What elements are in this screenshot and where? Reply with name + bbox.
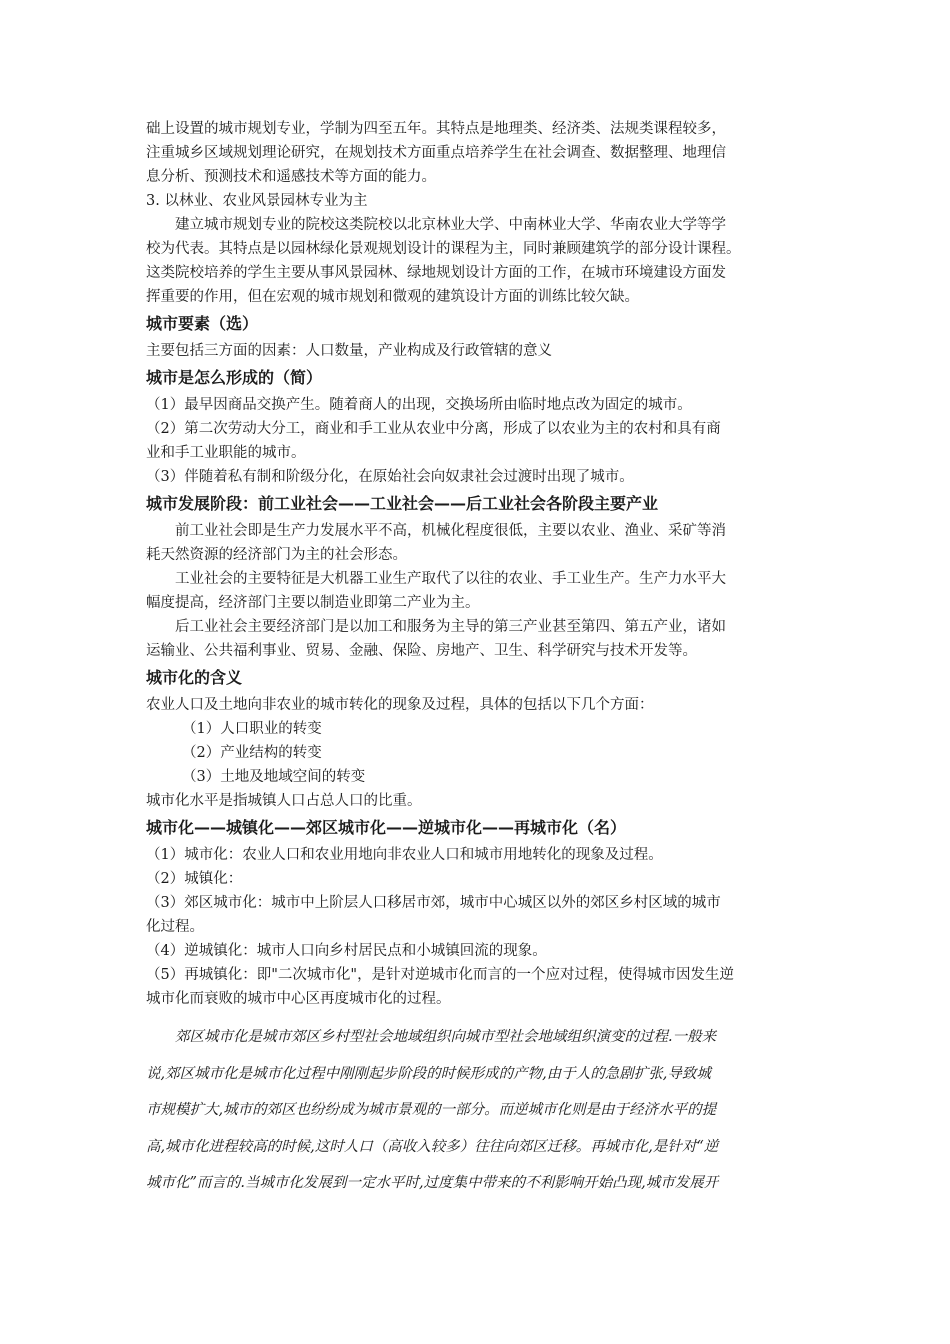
stages-line: 幅度提高，经济部门主要以制造业即第二产业为主。 (146, 595, 480, 611)
forestry-line: 建立城市规划专业的院校这类院校以北京林业大学、中南林业大学、华南农业大学等学 (175, 217, 726, 233)
stages-line: 耗天然资源的经济部门为主的社会形态。 (146, 547, 407, 563)
stages-line: 后工业社会主要经济部门是以加工和服务为主导的第三产业甚至第四、第五产业，诸如 (175, 619, 726, 635)
formation-line: （3）伴随着私有制和阶级分化，在原始社会向奴隶社会过渡时出现了城市。 (146, 469, 634, 485)
formation-line: （2）第二次劳动大分工，商业和手工业从农业中分离，形成了以农业为主的农村和具有商 (146, 421, 721, 437)
urbanization-item: （1）人口职业的转变 (182, 721, 322, 737)
cycle-line: （3）郊区城市化：城市中上阶层人口移居市郊，城市中心城区以外的郊区乡村区域的城市 (146, 895, 721, 911)
forestry-line: 挥重要的作用，但在宏观的城市规划和微观的建筑设计方面的训练比较欠缺。 (146, 289, 639, 305)
cycle-line: 城市化而衰败的城市中心区再度城市化的过程。 (146, 991, 451, 1007)
italic-line: 高,城市化进程较高的时候,这时人口（高收入较多）往往向郊区迁移。再城市化,是针对“逆 (146, 1138, 719, 1155)
italic-line: 说,郊区城市化是城市化过程中刚刚起步阶段的时候形成的产物,由于人的急剧扩张,导致城 (146, 1065, 711, 1082)
forestry-heading: 3. 以林业、农业风景园林专业为主 (146, 193, 368, 209)
urbanization-item: （3）土地及地域空间的转变 (182, 769, 366, 785)
forestry-line: 这类院校培养的学生主要从事风景园林、绿地规划设计方面的工作，在城市环境建设方面发 (146, 265, 726, 281)
formation-line: （1）最早因商品交换产生。随着商人的出现，交换场所由临时地点改为固定的城市。 (146, 397, 692, 413)
urbanization-intro: 农业人口及土地向非农业的城市转化的现象及过程，具体的包括以下几个方面： (146, 697, 654, 713)
intro-line: 础上设置的城市规划专业，学制为四至五年。其特点是地理类、经济类、法规类课程较多， (146, 121, 726, 137)
document-page (146, 117, 810, 1202)
cycle-line: （4）逆城镇化：城市人口向乡村居民点和小城镇回流的现象。 (146, 943, 547, 959)
stages-line: 运输业、公共福利事业、贸易、金融、保险、房地产、卫生、科学研究与技术开发等。 (146, 643, 697, 659)
italic-line: 郊区城市化是城市郊区乡村型社会地域组织向城市型社会地域组织演变的过程.一般来 (175, 1029, 717, 1045)
urbanization-title: 城市化的含义 (146, 668, 243, 687)
intro-line: 息分析、预测技术和遥感技术等方面的能力。 (146, 169, 436, 185)
urbanization-level: 城市化水平是指城镇人口占总人口的比重。 (146, 793, 422, 809)
cycle-line: （5）再城镇化：即"二次城市化"，是针对逆城市化而言的一个应对过程，使得城市因发生逆 (146, 967, 735, 983)
formation-line: 业和手工业职能的城市。 (146, 445, 306, 461)
urbanization-item: （2）产业结构的转变 (182, 745, 322, 761)
cycle-title: 城市化——城镇化——郊区城市化——逆城市化——再城市化（名） (146, 818, 627, 837)
formation-title: 城市是怎么形成的（简） (146, 368, 323, 387)
italic-line: 城市化”而言的.当城市化发展到一定水平时,过度集中带来的不利影响开始凸现,城市发展开 (146, 1175, 719, 1191)
intro-line: 注重城乡区域规划理论研究，在规划技术方面重点培养学生在社会调查、数据整理、地理信 (146, 145, 726, 161)
forestry-line: 校为代表。其特点是以园林绿化景观规划设计的课程为主，同时兼顾建筑学的部分设计课程。 (146, 241, 741, 257)
stages-line: 工业社会的主要特征是大机器工业生产取代了以往的农业、手工业生产。生产力水平大 (175, 571, 726, 587)
cycle-line: （1）城市化：农业人口和农业用地向非农业人口和城市用地转化的现象及过程。 (146, 847, 663, 863)
elements-title: 城市要素（选） (146, 314, 259, 333)
stages-line: 前工业社会即是生产力发展水平不高，机械化程度很低，主要以农业、渔业、采矿等消 (175, 523, 726, 539)
elements-text: 主要包括三方面的因素：人口数量，产业构成及行政管辖的意义 (146, 343, 552, 359)
stages-title: 城市发展阶段：前工业社会——工业社会——后工业社会各阶段主要产业 (146, 494, 659, 513)
cycle-line: 化过程。 (146, 919, 204, 935)
italic-line: 市规模扩大,城市的郊区也纷纷成为城市景观的一部分。而逆城市化则是由于经济水平的提 (146, 1102, 717, 1118)
cycle-line: （2）城镇化： (146, 871, 243, 887)
